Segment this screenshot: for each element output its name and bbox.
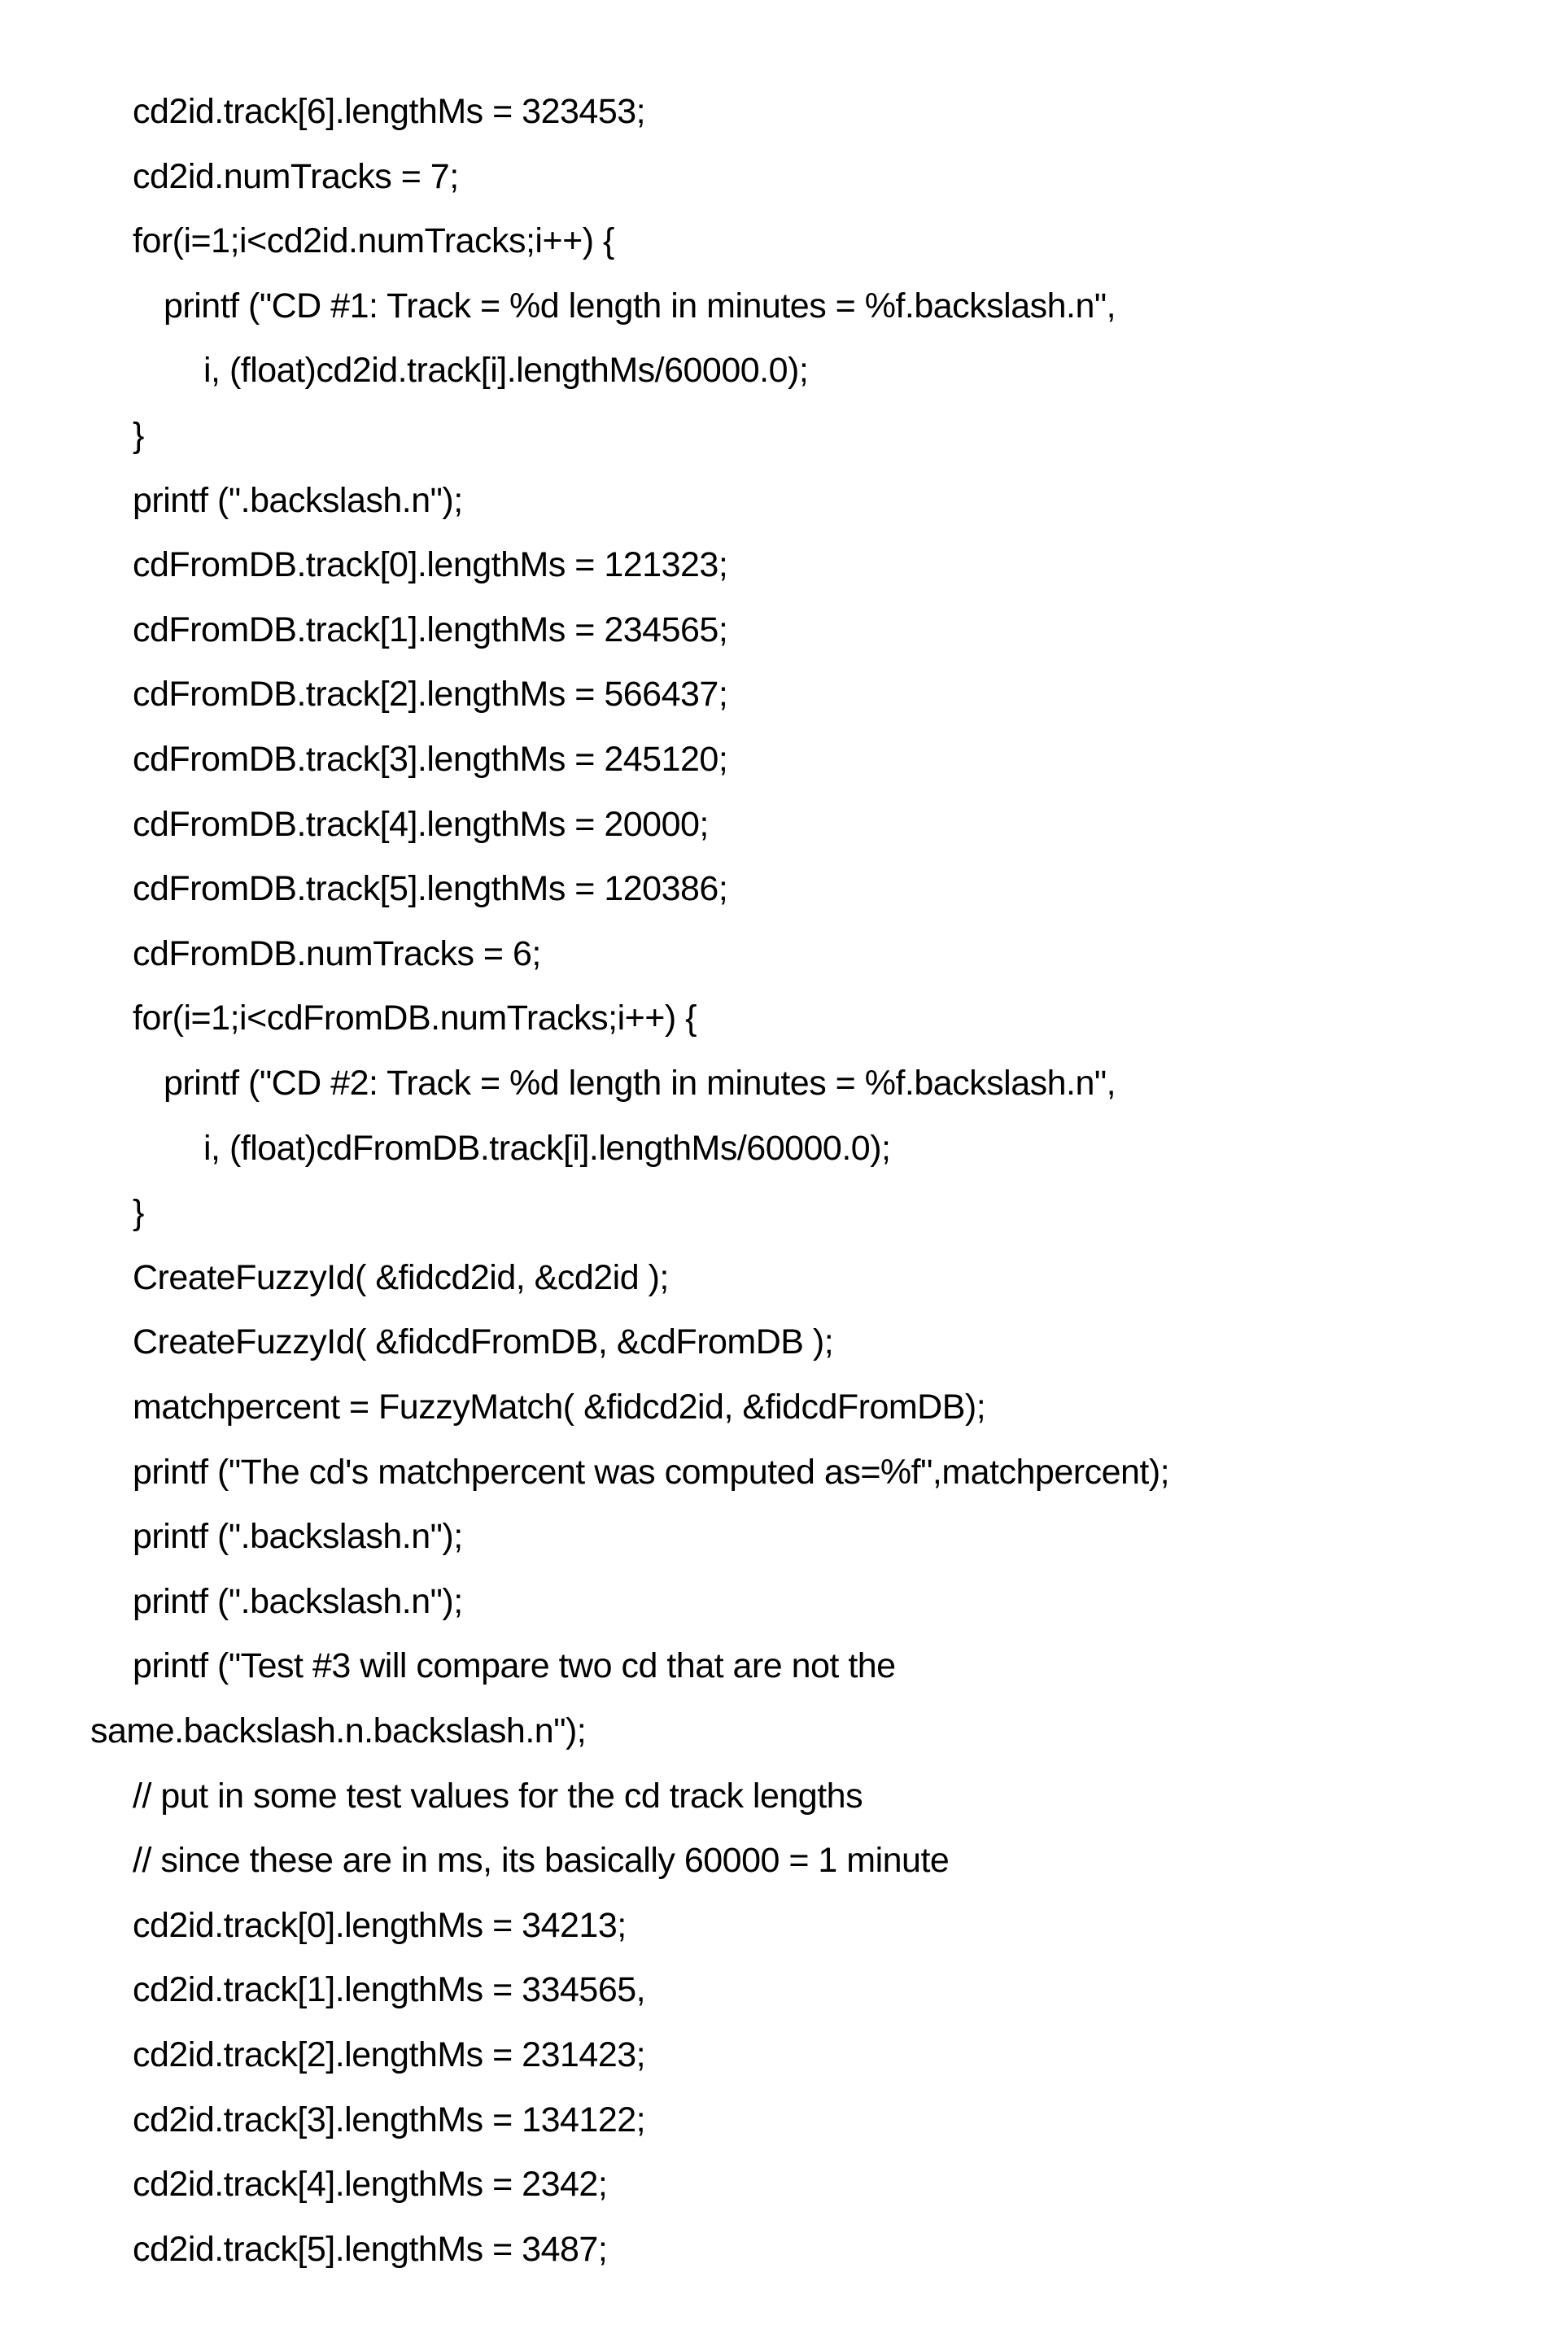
code-line: cd2id.numTracks = 7;: [133, 156, 459, 197]
code-line: printf (".backslash.n");: [133, 480, 463, 521]
code-line: i, (float)cdFromDB.track[i].lengthMs/60000.0);: [203, 1128, 890, 1169]
code-line: cd2id.track[3].lengthMs = 134122;: [133, 2100, 645, 2140]
code-line: cdFromDB.track[5].lengthMs = 120386;: [133, 868, 727, 909]
code-line: printf (".backslash.n");: [133, 1581, 463, 1622]
code-line: cdFromDB.track[4].lengthMs = 20000;: [133, 804, 709, 845]
code-line: CreateFuzzyId( &fidcd2id, &cd2id );: [133, 1257, 669, 1298]
code-line: printf ("Test #3 will compare two cd that are not the: [133, 1646, 896, 1686]
code-line: printf ("CD #2: Track = %d length in minutes = %f.backslash.n",: [164, 1063, 1116, 1104]
code-line: cd2id.track[1].lengthMs = 334565,: [133, 1969, 645, 2010]
code-line: cdFromDB.track[1].lengthMs = 234565;: [133, 610, 727, 650]
code-line: }: [133, 1192, 144, 1233]
code-line: matchpercent = FuzzyMatch( &fidcd2id, &fidcdFromDB);: [133, 1387, 985, 1427]
code-line: cdFromDB.track[0].lengthMs = 121323;: [133, 544, 727, 585]
code-line: cdFromDB.track[3].lengthMs = 245120;: [133, 739, 727, 780]
code-line: printf ("CD #1: Track = %d length in minutes = %f.backslash.n",: [164, 286, 1116, 326]
code-line: // since these are in ms, its basically 60000 = 1 minute: [133, 1840, 949, 1881]
code-line: cd2id.track[0].lengthMs = 34213;: [133, 1905, 627, 1946]
code-line: i, (float)cd2id.track[i].lengthMs/60000.0);: [203, 350, 808, 391]
code-line: CreateFuzzyId( &fidcdFromDB, &cdFromDB );: [133, 1322, 833, 1362]
code-listing-page: [0, 0, 1568, 2347]
code-line: for(i=1;i<cd2id.numTracks;i++) {: [133, 221, 614, 261]
code-line: cd2id.track[6].lengthMs = 323453;: [133, 91, 645, 132]
code-line: cd2id.track[2].lengthMs = 231423;: [133, 2035, 645, 2075]
code-line: printf ("The cd's matchpercent was computed as=%f",matchpercent);: [133, 1452, 1169, 1493]
code-line: same.backslash.n.backslash.n");: [90, 1711, 586, 1751]
code-line: cd2id.track[5].lengthMs = 3487;: [133, 2229, 607, 2270]
code-line: cd2id.track[4].lengthMs = 2342;: [133, 2164, 607, 2205]
code-line: // put in some test values for the cd track lengths: [133, 1776, 863, 1816]
code-line: for(i=1;i<cdFromDB.numTracks;i++) {: [133, 998, 697, 1038]
code-line: cdFromDB.track[2].lengthMs = 566437;: [133, 674, 727, 715]
code-line: printf (".backslash.n");: [133, 1516, 463, 1557]
code-line: }: [133, 415, 144, 456]
code-line: cdFromDB.numTracks = 6;: [133, 933, 541, 974]
